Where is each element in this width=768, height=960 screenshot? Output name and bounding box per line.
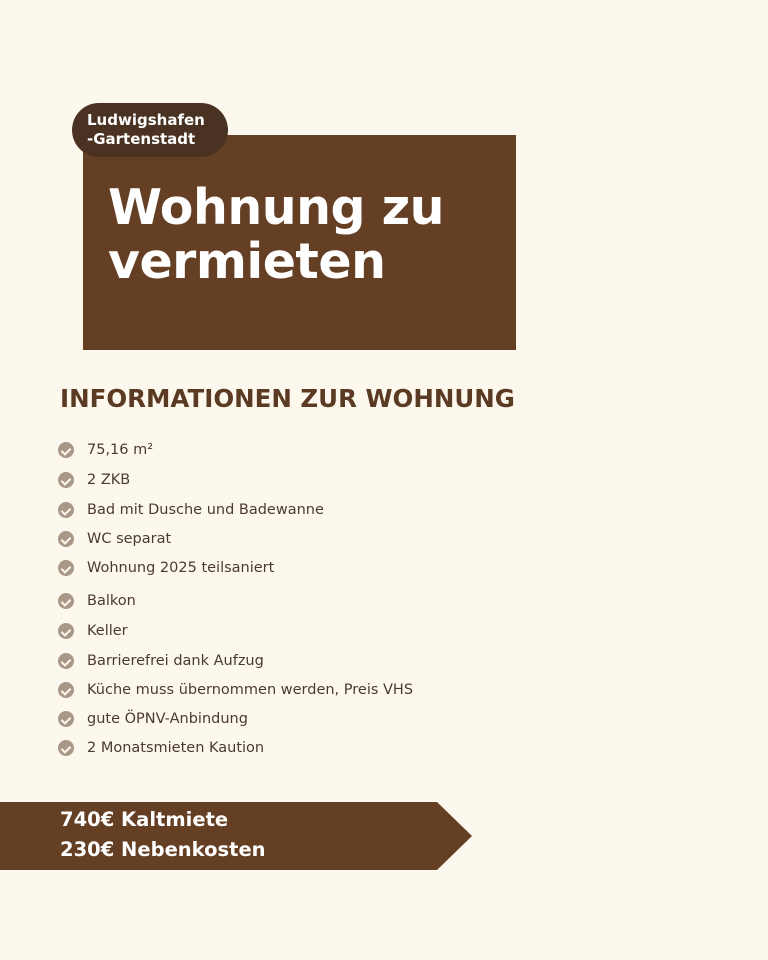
page-title <box>108 181 444 289</box>
feature-item <box>58 737 264 759</box>
feature-label: Bad mit Dusche und Badewanne <box>87 502 324 518</box>
feature-item <box>58 590 136 612</box>
check-circle-icon <box>58 531 74 547</box>
feature-label: gute ÖPNV-Anbindung <box>87 711 248 727</box>
check-circle-icon <box>58 560 74 576</box>
feature-label: 2 Monatsmieten Kaution <box>87 740 265 756</box>
feature-item <box>58 620 128 642</box>
extra-costs-price: 230€ Nebenkosten <box>60 838 266 861</box>
check-circle-icon <box>58 502 74 518</box>
check-circle-icon <box>58 740 74 756</box>
feature-item <box>58 650 264 672</box>
feature-item <box>58 469 130 491</box>
feature-label: Küche muss übernommen werden, Preis VHS <box>87 682 414 698</box>
check-circle-icon <box>58 472 74 488</box>
feature-label: 75,16 m² <box>87 442 154 458</box>
feature-item <box>58 679 413 701</box>
feature-item <box>58 499 324 521</box>
title-line-1: Wohnung zu <box>108 179 445 236</box>
feature-label: Wohnung 2025 teilsaniert <box>87 560 275 576</box>
check-circle-icon <box>58 442 74 458</box>
location-line-2: -Gartenstadt <box>87 130 196 148</box>
feature-label: Barrierefrei dank Aufzug <box>87 653 264 669</box>
check-circle-icon <box>58 682 74 698</box>
feature-label: Balkon <box>87 593 136 609</box>
feature-label: Keller <box>87 623 128 639</box>
feature-item <box>58 528 171 550</box>
check-circle-icon <box>58 593 74 609</box>
check-circle-icon <box>58 653 74 669</box>
cold-rent-price: 740€ Kaltmiete <box>60 808 229 831</box>
feature-label: 2 ZKB <box>87 472 131 488</box>
title-line-2: vermieten <box>108 233 386 290</box>
check-circle-icon <box>58 623 74 639</box>
feature-item <box>58 439 153 461</box>
feature-label: WC separat <box>87 531 172 547</box>
location-badge <box>72 103 228 157</box>
section-heading: INFORMATIONEN ZUR WOHNUNG <box>60 384 515 413</box>
check-circle-icon <box>58 711 74 727</box>
feature-item <box>58 557 274 579</box>
feature-item <box>58 708 248 730</box>
location-line-1: Ludwigshafen <box>87 111 205 129</box>
